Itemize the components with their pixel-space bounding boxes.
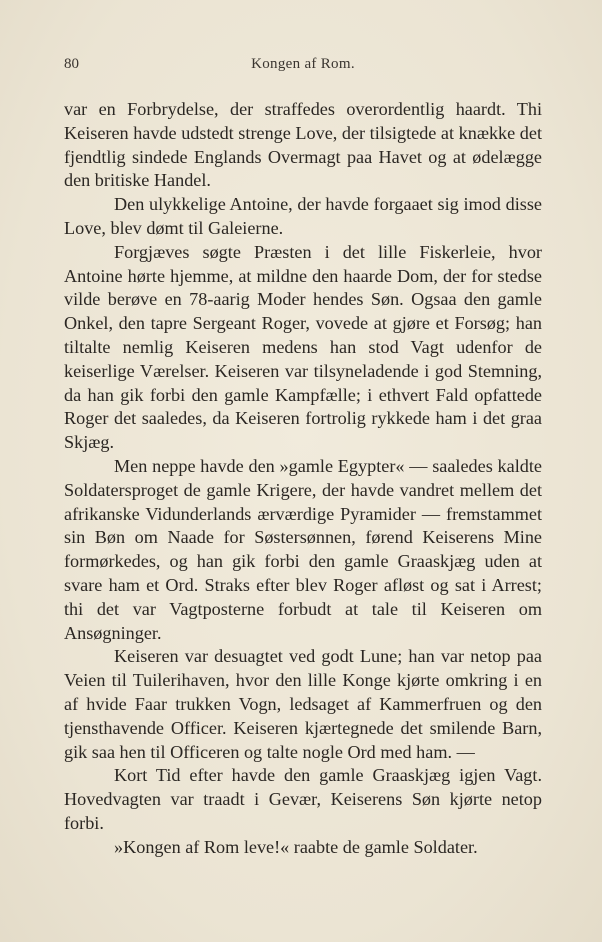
page-header <box>64 56 542 76</box>
body-text <box>64 98 542 860</box>
paragraph-1: var en Forbrydelse, der straffedes overordentlig haardt. Thi Keiseren havde udstedt strenge Love, der tilsigtede at knække det fjendtlig sindede Englands Overmagt paa Havet og at ødelægge den britiske Handel. <box>64 99 542 191</box>
paragraph-2: Den ulykkelige Antoine, der havde forgaaet sig imod disse Love, blev dømt til Galeierne. <box>64 194 542 238</box>
running-title: Kongen af Rom. <box>251 56 355 72</box>
paragraph-7: »Kongen af Rom leve!« raabte de gamle Soldater. <box>114 836 478 857</box>
page-number: 80 <box>64 56 79 72</box>
paragraph-3: Forgjæves søgte Præsten i det lille Fiskerleie, hvor Antoine hørte hjemme, at mildne den haarde Dom, der for stedse vilde berøve en 78-aarig Moder hendes Søn. Ogsaa den gamle Onkel, den tapre Sergeant Roger, vovede at gjøre et Forsøg; han tiltalte nemlig Keiseren medens han stod Vagt udenfor de keiserlige Værelser. Keiseren var tilsyneladende i god Stemning, da han gik forbi den gamle Kampfælle; i ethvert Fald opfattede Roger det saaledes, da Keiseren fortrolig rykkede ham i det graa Skjæg. <box>64 241 542 453</box>
paragraph-4: Men neppe havde den »gamle Egypter« — saaledes kaldte Soldatersproget de gamle Krigere, der havde vandret mellem det afrikanske Vidunderlands ærværdige Pyramider — fremstammet sin Bøn om Naade for Søstersønnen, førend Keiserens Mine formørkedes, og han gik forbi den gamle Graaskjæg uden at svare ham et Ord. Straks efter blev Roger afløst og sat i Arrest; thi det var Vagtposterne forbudt at tale til Keiseren om Ansøgninger. <box>64 455 542 643</box>
paragraph-6: Kort Tid efter havde den gamle Graaskjæg igjen Vagt. Hovedvagten var traadt i Gevær, Keiserens Søn kjørte netop forbi. <box>64 765 542 833</box>
paragraph-5: Keiseren var desuagtet ved godt Lune; han var netop paa Veien til Tuilerihaven, hvor den lille Konge kjørte omkring i en af hvide Faar trukken Vogn, ledsaget af Kammerfruen og den tjensthavende Officer. Keiseren kjærtegnede det smilende Barn, gik saa hen til Officeren og talte nogle Ord med ham. — <box>64 646 542 762</box>
